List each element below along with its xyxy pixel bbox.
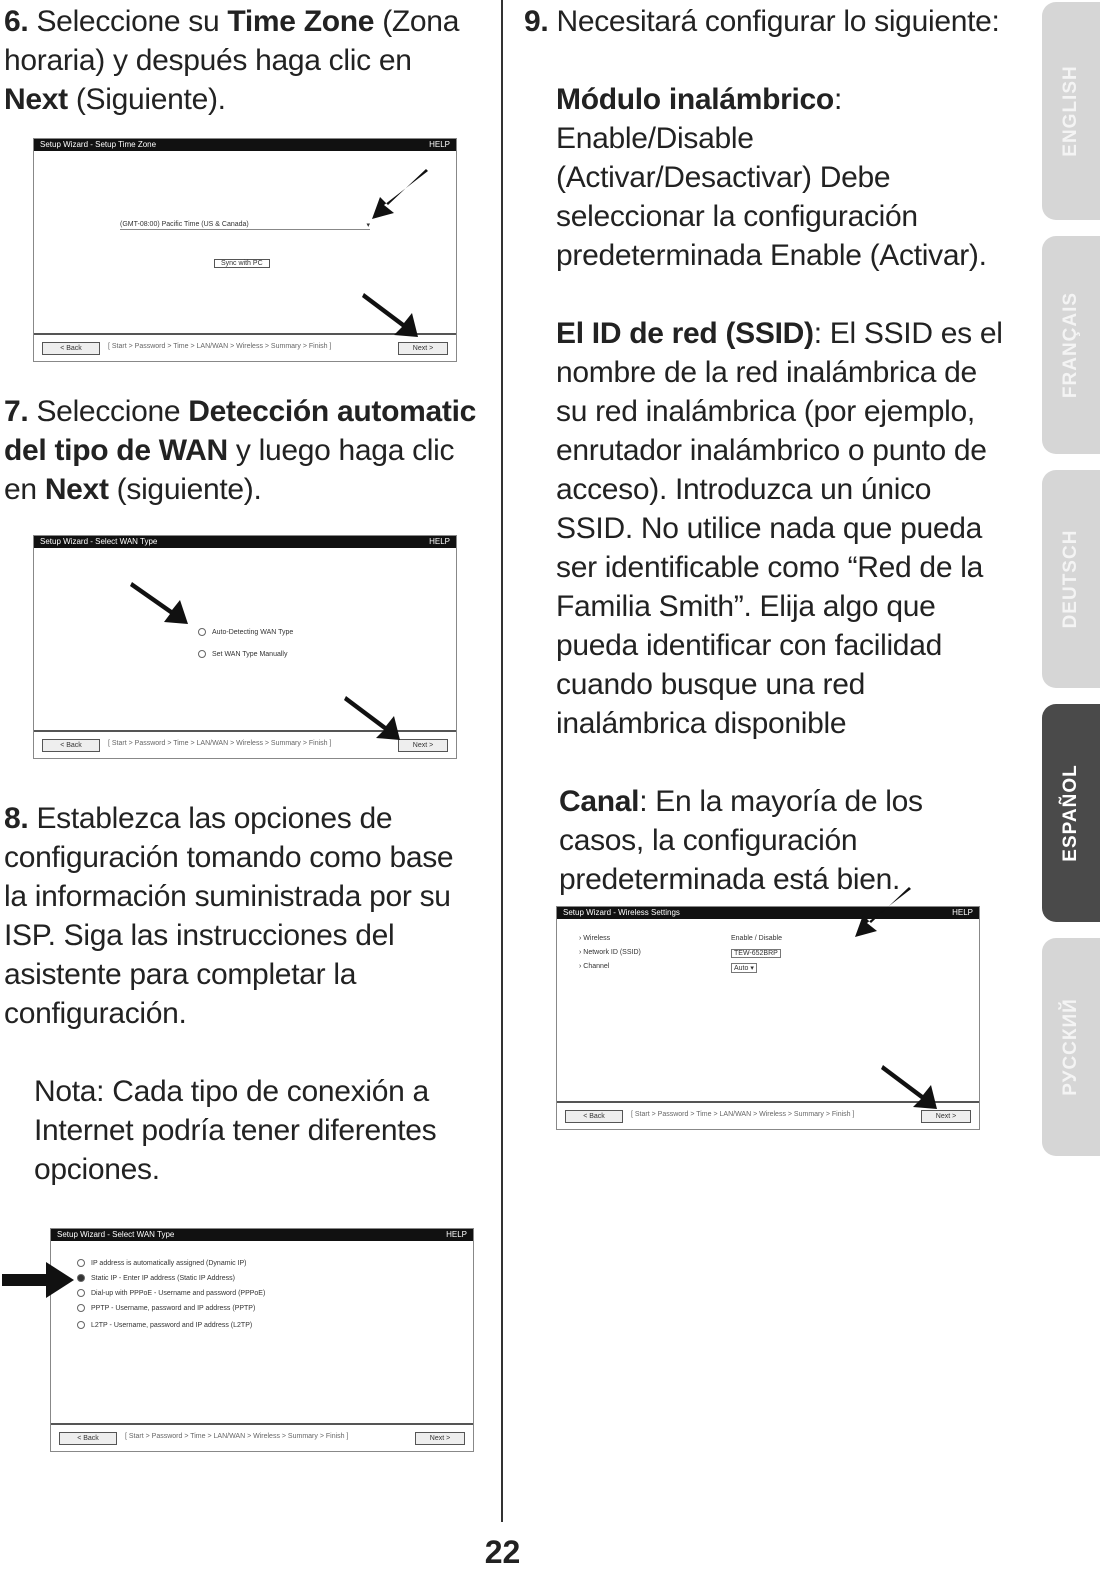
screenshot-titlebar: Setup Wizard - Select WAN Type HELP [51, 1229, 473, 1241]
arrow-icon [130, 578, 194, 628]
channel-field: Auto ▾ [731, 963, 757, 973]
tab-deutsch[interactable]: DEUTSCH [1042, 470, 1100, 688]
screenshot-wan-type: Setup Wizard - Select WAN Type HELP Auto-Detecting WAN Type Set WAN Type Manually < Back [ Start > Password > Time > LAN/WAN > Wireless > Summary > Finish ] Next > [33, 535, 457, 759]
ssid-paragraph: El ID de red (SSID): El SSID es el nombre de la red inalámbrica de su red inalámbrica (por ejemplo, enrutador inalámbrico o punto de acceso). Introduzca un único SSID. No utilice nada que pueda ser identificable como “Red de la Familia Smith”. Elija algo que pueda identificar con facilidad cuando busque una red inalámbrica disponible [556, 317, 1003, 740]
screenshot-titlebar: Setup Wizard - Select WAN Type HELP [34, 536, 456, 548]
arrow-icon [360, 289, 422, 341]
tab-english[interactable]: ENGLISH [1042, 2, 1100, 220]
wan-type-option: L2TP - Username, password and IP address (L2TP) [77, 1321, 252, 1329]
wan-auto-option: Auto-Detecting WAN Type [198, 628, 293, 636]
step-9-text: 9. Necesitará configurar lo siguiente: Módulo inalámbrico: Enable/Disable (Activar/Desactivar) Debe seleccionar la configuración predeterminada Enable (Activar). El ID de red (SSID): El SSID es el nombre de la red inalámbrica de su red inalámbrica (por ejemplo, enrutador inalámbrico o punto de acceso). Introduzca un único SSID. No utilice nada que pueda ser identificable como “Red de la Familia Smith”. Elija algo que pueda identificar con facilidad cuando busque una red inalámbrica disponible Canal: En la mayoría de los casos, la configuración predeterminada está bien. [524, 2, 1004, 899]
next-button: Next > [415, 1432, 465, 1445]
next-button: Next > [398, 342, 448, 355]
column-divider [501, 0, 503, 1522]
tab-francais[interactable]: FRANÇAIS [1042, 236, 1100, 454]
step-7-text: 7. Seleccione Detección automatic del tipo de WAN y luego haga clic en Next (siguiente). [4, 395, 476, 506]
screenshot-wireless: Setup Wizard - Wireless Settings HELP › Wireless › Network ID (SSID) › Channel Enable / Disable TEW-652BRP Auto ▾ < Back [ Start > Password > Time > LAN/WAN > Wireless > Summary > Finish ] Next > [556, 906, 980, 1130]
arrow-icon [879, 1061, 941, 1113]
back-button: < Back [42, 342, 100, 355]
step-8-text: 8. Establezca las opciones de configuración tomando como base la información suministrada por su ISP. Siga las instrucciones del asistente para completar la configuración. Nota: Cada tipo de conexión a Internet podría tener diferentes opciones. [4, 799, 474, 1189]
wan-type-option: IP address is automatically assigned (Dynamic IP) [77, 1259, 247, 1267]
time-zone-select: (GMT-08:00) Pacific Time (US & Canada) ▾ [120, 221, 370, 229]
screenshot-titlebar: Setup Wizard - Setup Time Zone HELP [34, 139, 456, 151]
screenshot-titlebar: Setup Wizard - Wireless Settings HELP [557, 907, 979, 919]
wan-manual-option: Set WAN Type Manually [198, 650, 287, 658]
wireless-module-paragraph: Módulo inalámbrico: Enable/Disable (Activar/Desactivar) Debe seleccionar la configuración predeterminada Enable (Activar). [556, 83, 987, 272]
sync-pc-button: Sync with PC [214, 259, 270, 268]
screenshot-wan-list: Setup Wizard - Select WAN Type HELP IP address is automatically assigned (Dynamic IP) Static IP - Enter IP address (Static IP Address) Dial-up with PPPoE - Username and password (PPPoE) PPTP - Username, password and IP address (PPTP) L2TP - Username, password and IP address (L2TP) < Back [ Start > Password > Time > LAN/WAN > Wireless > Summary > Finish ] Next > [50, 1228, 474, 1452]
page-number: 22 [484, 1534, 521, 1570]
next-button: Next > [921, 1110, 971, 1123]
wan-type-option: Dial-up with PPPoE - Username and password (PPPoE) [77, 1289, 265, 1297]
arrow-icon [370, 167, 432, 223]
step-number: 6. [4, 5, 29, 38]
step-6-text: 6. Seleccione su Time Zone (Zona horaria) y después haga clic en Next (Siguiente). [4, 5, 460, 116]
arrow-icon [853, 885, 915, 941]
ssid-field: TEW-652BRP [731, 949, 781, 958]
wireless-enable-field: Enable / Disable [731, 935, 782, 942]
arrow-icon [2, 1260, 76, 1300]
channel-paragraph: Canal: En la mayoría de los casos, la configuración predeterminada está bien. [559, 785, 923, 896]
tab-espanol[interactable]: ESPAÑOL [1042, 704, 1100, 922]
arrow-icon [342, 692, 404, 744]
next-button: Next > [398, 739, 448, 752]
wan-type-option: PPTP - Username, password and IP address (PPTP) [77, 1304, 255, 1312]
step-8-note: Nota: Cada tipo de conexión a Internet podría tener diferentes opciones. [34, 1075, 437, 1186]
wan-type-option: Static IP - Enter IP address (Static IP Address) [77, 1274, 235, 1282]
tab-russian[interactable]: РУССКИЙ [1042, 938, 1100, 1156]
back-button: < Back [565, 1110, 623, 1123]
back-button: < Back [59, 1432, 117, 1445]
screenshot-time-zone: Setup Wizard - Setup Time Zone HELP (GMT-08:00) Pacific Time (US & Canada) ▾ Sync with PC < Back [ Start > Password > Time > LAN/WAN > Wireless > Summary > Finish ] Next > [33, 138, 457, 362]
back-button: < Back [42, 739, 100, 752]
